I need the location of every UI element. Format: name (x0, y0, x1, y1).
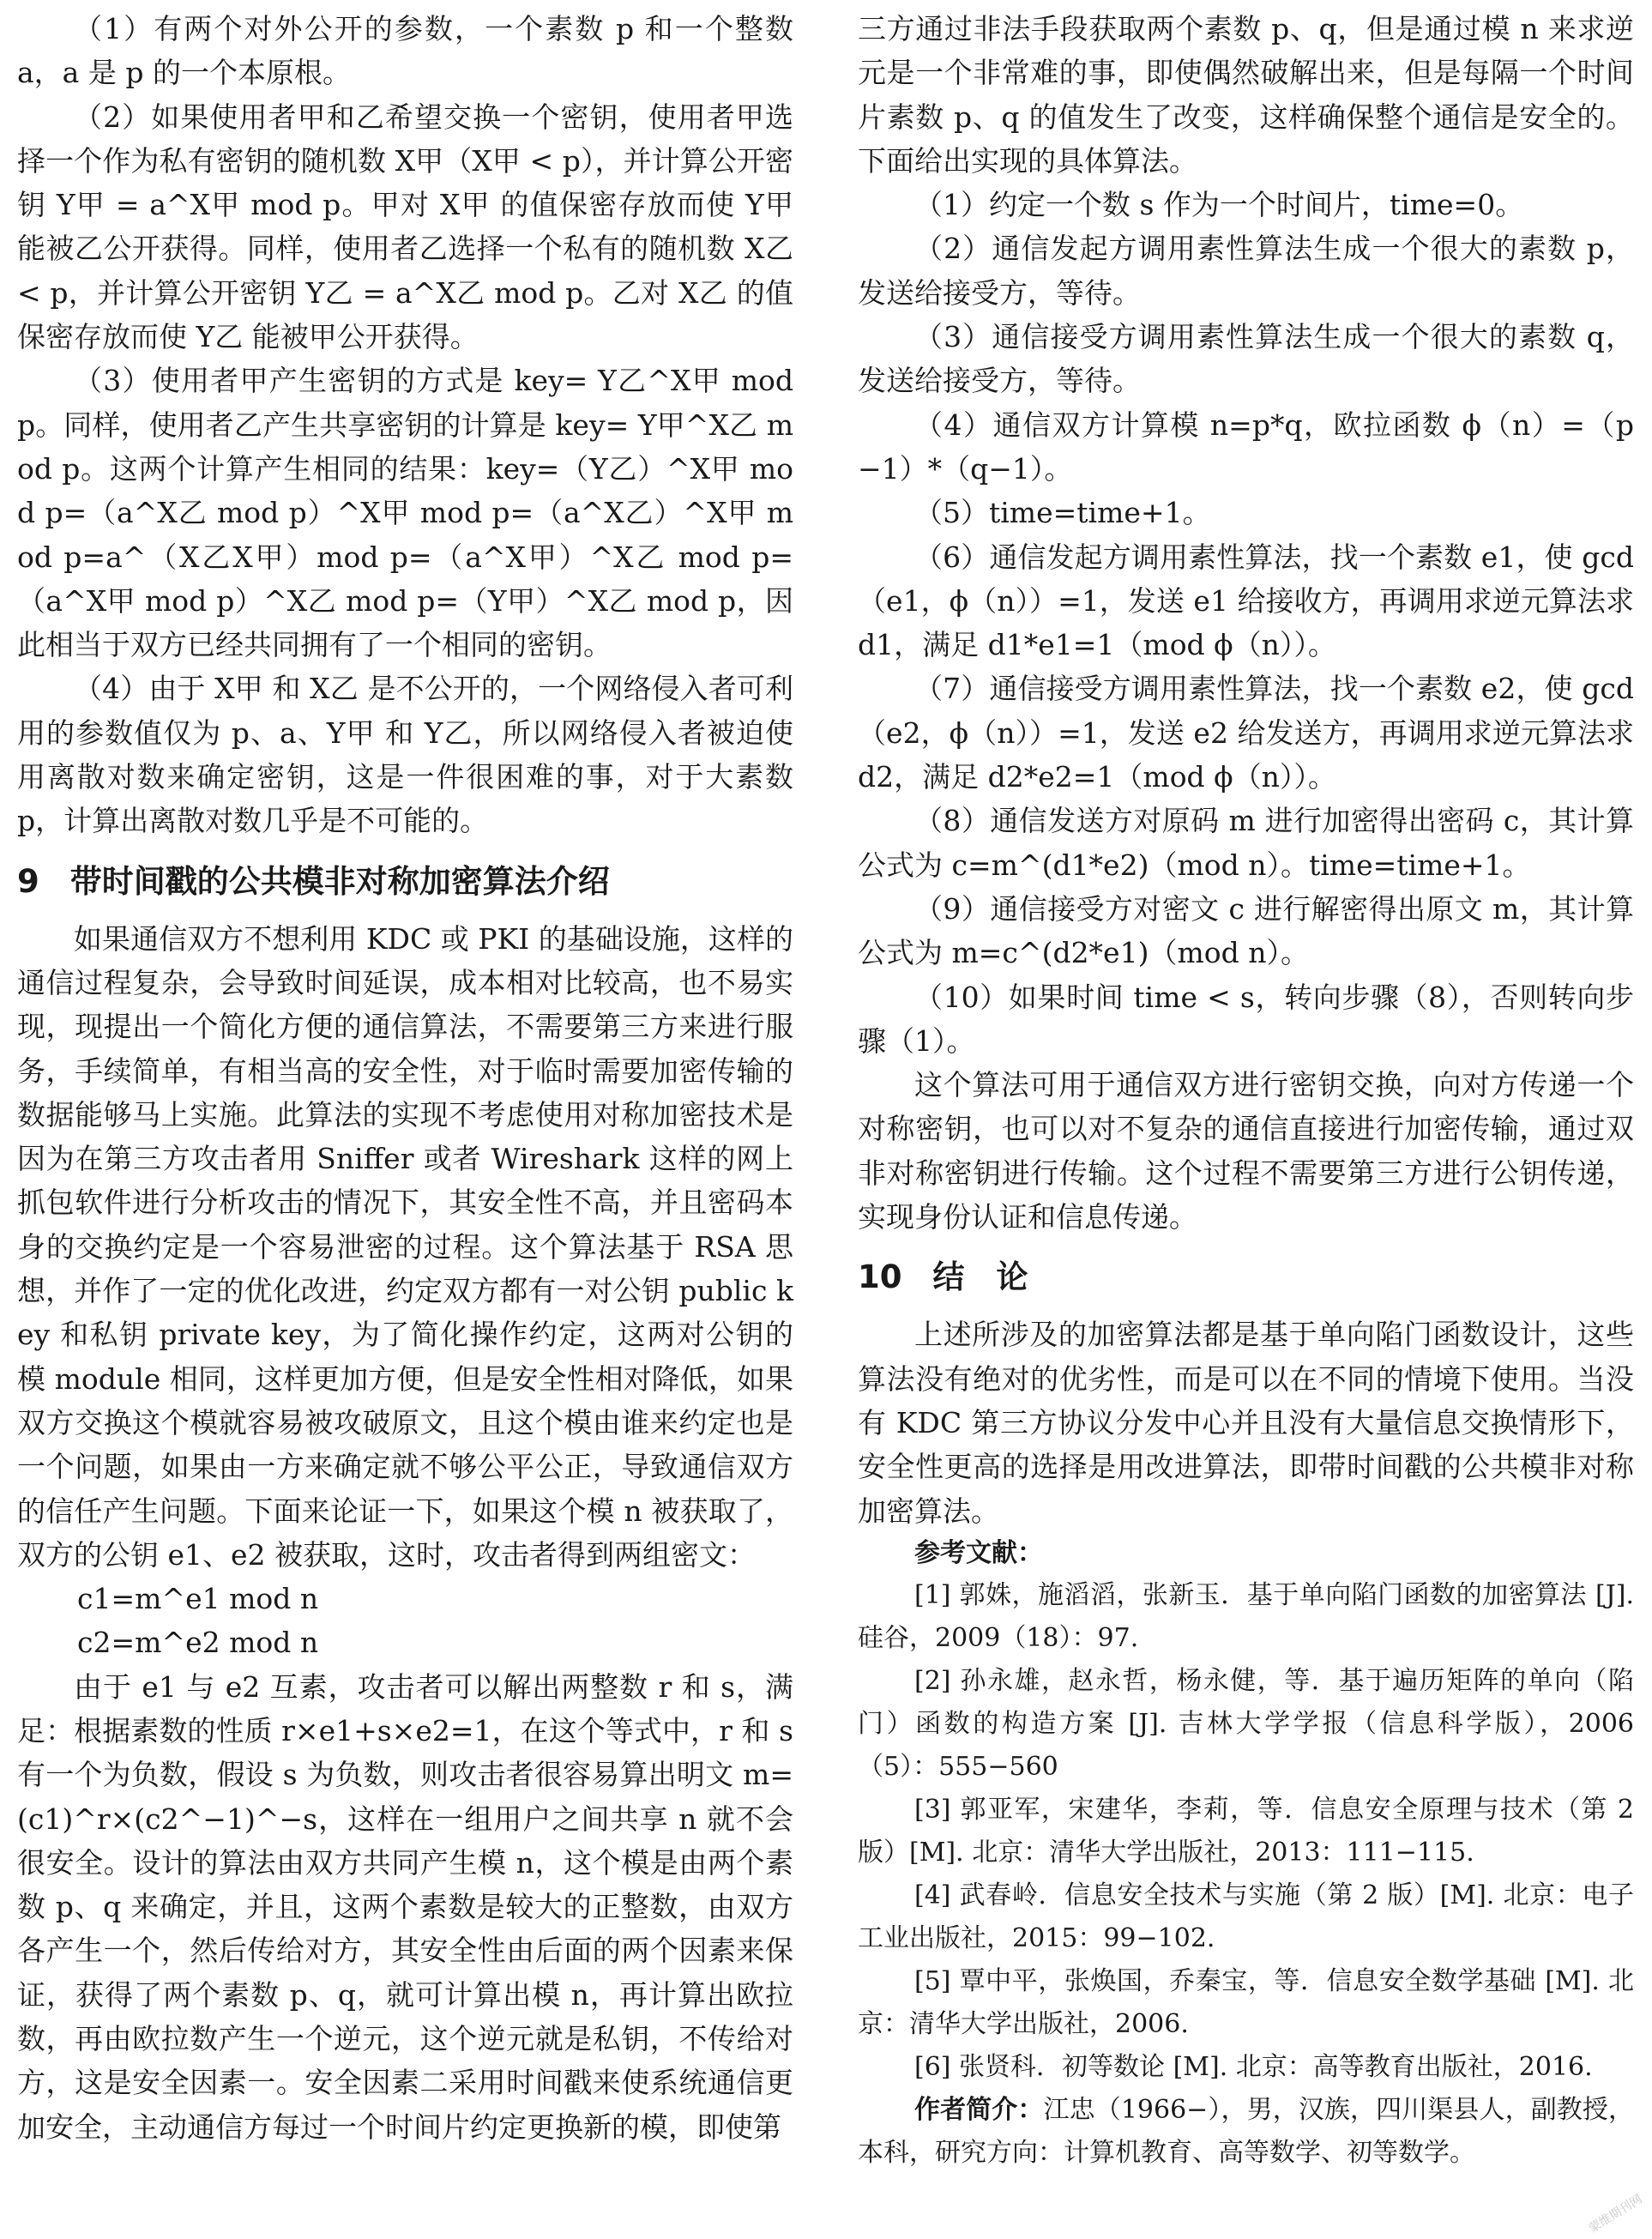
references-title: 参考文献： (914, 1537, 1043, 1568)
reference-item: [5] 覃中平，张焕国，乔秦宝，等．信息安全数学基础 [M]. 北京：清华大学出版社，2006. (858, 1965, 1634, 2039)
intro-item-2: （2）如果使用者甲和乙希望交换一个密钥，使用者甲选择一个作为私有密钥的随机数 X甲（X甲 < p），并计算公开密钥 Y甲 = a^X甲 mod p。甲对 X甲 的值保密存放而使 Y甲 能被乙公开获得。同样，使用者乙选择一个私有的随机数 X乙 < p，并计算公开密钥 Y乙 = a^X乙 mod p。乙对 X乙 的值保密存放而使 Y乙 能被甲公开获得。 (17, 100, 793, 354)
left-column (17, 7, 793, 2149)
author-bio-text: 江忠（1966−），男，汉族，四川渠县人，副教授，本科，研究方向：计算机教育、高等数学、初等数学。 (858, 2094, 1635, 2168)
algorithm-step-6: （6）通信发起方调用素性算法，找一个素数 e1，使 gcd（e1，ϕ（n））=1，发送 e1 给接收方，再调用求逆元算法求 d1，满足 d1*e1=1（mod ϕ（n））。 (858, 540, 1634, 662)
intro-item-1: （1）有两个对外公开的参数，一个素数 p 和一个整数 a，a 是 p 的一个本原根。 (17, 12, 793, 90)
watermark: 蒙维期刊网 (1586, 2192, 1645, 2236)
intro-item-3: （3）使用者甲产生密钥的方式是 key= Y乙^X甲 mod p。同样，使用者乙产生共享密钥的计算是 key= Y甲^X乙 mod p。这两个计算产生相同的结果：key=（Y乙）^X甲 mod p=（a^X乙 mod p）^X甲 mod p=（a^X乙）^X甲 mod p=a^（X乙X甲）mod p=（a^X甲）^X乙 mod p=（a^X甲 mod p）^X乙 mod p=（Y甲）^X乙 mod p，因此相当于双方已经共同拥有了一个相同的密钥。 (17, 364, 793, 662)
algorithm-step-5: （5）time=time+1。 (914, 496, 1211, 530)
formula-c2: c2=m^e2 mod n (77, 1626, 319, 1660)
right-column (858, 7, 1634, 2175)
algorithm-step-1: （1）约定一个数 s 作为一个时间片，time=0。 (914, 188, 1524, 222)
section-9-heading (17, 852, 793, 912)
section-9-paragraph-2: 由于 e1 与 e2 互素，攻击者可以解出两整数 r 和 s，满足：根据素数的性质 r×e1+s×e2=1，在这个等式中，r 和 s 有一个为负数，假设 s 为负数，则攻击者很容易算出明文 m=(c1)^r×(c2^−1)^−s，这样在一组用户之间共享 n 就不会很安全。设计的算法由双方共同产生模 n，这个模是由两个素数 p、q 来确定，并且，这两个素数是较大的正整数，由双方各产生一个，然后传给对方，其安全性由后面的两个因素来保证，获得了两个素数 p、q，就可计算出模 n，再计算出欧拉数，再由欧拉数产生一个逆元，这个逆元就是私钥，不传给对方，这是安全因素一。安全因素二采用时间戳来使系统通信更加安全，主动通信方每过一个时间片约定更换新的模，即使第 (17, 1669, 793, 2144)
algorithm-step-2: （2）通信发起方调用素性算法生成一个很大的素数 p，发送给接受方，等待。 (858, 232, 1634, 310)
algorithm-step-9: （9）通信接受方对密文 c 进行解密得出原文 m，其计算公式为 m=c^(d2*e1)（mod n）。 (858, 891, 1634, 970)
continued-paragraph: 三方通过非法手段获取两个素数 p、q，但是通过模 n 来求逆元是一个非常难的事，即使偶然破解出来，但是每隔一个时间片素数 p、q 的值发生了改变，这样确保整个通信是安全的。下面给出实现的具体算法。 (858, 12, 1634, 178)
formula-c1: c1=m^e1 mod n (77, 1582, 319, 1616)
reference-item: [4] 武春岭．信息安全技术与实施（第 2 版）[M]. 北京：电子工业出版社，2015：99−102. (858, 1880, 1634, 1953)
section-10-title: 结 论 (932, 1258, 1028, 1296)
conclusion-paragraph: 上述所涉及的加密算法都是基于单向陷门函数设计，这些算法没有绝对的优劣性，而是可以在不同的情境下使用。当没有 KDC 第三方协议分发中心并且没有大量信息交换情形下，安全性更高的选择是用改进算法，即带时间戳的公共模非对称加密算法。 (858, 1318, 1634, 1528)
reference-item: [3] 郭亚军，宋建华，李莉，等．信息安全原理与技术（第 2 版）[M]. 北京：清华大学出版社，2013：111−115. (858, 1794, 1634, 1868)
section-9-number: 9 (17, 862, 39, 900)
algorithm-step-7: （7）通信接受方调用素性算法，找一个素数 e2，使 gcd（e2，ϕ（n））=1，发送 e2 给发送方，再调用求逆元算法求 d2，满足 d2*e2=1（mod ϕ（n））。 (858, 672, 1634, 794)
section-9-title: 带时间戳的公共模非对称加密算法介绍 (69, 862, 610, 900)
intro-item-4: （4）由于 X甲 和 X乙 是不公开的，一个网络侵入者可利用的参数值仅为 p、a、Y甲 和 Y乙，所以网络侵入者被迫使用离散对数来确定密钥，这是一件很困难的事，对于大素数 p，计算出离散对数几乎是不可能的。 (17, 672, 793, 838)
reference-item: [2] 孙永雄，赵永哲，杨永健，等．基于遍历矩阵的单向（陷门）函数的构造方案 [J]. 吉林大学学报（信息科学版），2006（5）：555−560 (858, 1665, 1634, 1782)
reference-item: [1] 郭姝，施滔滔，张新玉．基于单向陷门函数的加密算法 [J]. 硅谷，2009（18）：97. (858, 1579, 1634, 1653)
reference-item: [6] 张贤科．初等数论 [M]. 北京：高等教育出版社，2016. (914, 2051, 1593, 2082)
algorithm-step-8: （8）通信发送方对原码 m 进行加密得出密码 c，其计算公式为 c=m^(d1*e2)（mod n）。time=time+1。 (858, 804, 1634, 882)
author-bio (858, 2089, 1634, 2175)
algorithm-step-10: （10）如果时间 time < s，转向步骤（8），否则转向步骤（1）。 (858, 980, 1634, 1058)
section-9-paragraph-1: 如果通信双方不想利用 KDC 或 PKI 的基础设施，这样的通信过程复杂，会导致时间延误，成本相对比较高，也不易实现，现提出一个简化方便的通信算法，不需要第三方来进行服务，手续简单，有相当高的安全性，对于临时需要加密传输的数据能够马上实施。此算法的实现不考虑使用对称加密技术是因为在第三方攻击者用 Sniffer 或者 Wireshark 这样的网上抓包软件进行分析攻击的情况下，其安全性不高，并且密码本身的交换约定是一个容易泄密的过程。这个算法基于 RSA 思想，并作了一定的优化改进，约定双方都有一对公钥 public key 和私钥 private key，为了简化操作约定，这两对公钥的模 module 相同，这样更加方便，但是安全性相对降低，如果双方交换这个模就容易被攻破原文，且这个模由谁来约定也是一个问题，如果由一方来确定就不够公平公正，导致通信双方的信任产生问题。下面来论证一下，如果这个模 n 被获取了，双方的公钥 e1、e2 被获取，这时，攻击者得到两组密文： (17, 921, 793, 1572)
summary-paragraph: 这个算法可用于通信双方进行密钥交换，向对方传递一个对称密钥，也可以对不复杂的通信直接进行加密传输，通过双非对称密钥进行传输。这个过程不需要第三方进行公钥传递，实现身份认证和信息传递。 (858, 1068, 1634, 1234)
author-bio-label: 作者简介： (914, 2094, 1044, 2125)
algorithm-step-3: （3）通信接受方调用素性算法生成一个很大的素数 q，发送给接受方，等待。 (858, 320, 1634, 398)
section-10-number: 10 (858, 1258, 902, 1296)
algorithm-step-4: （4）通信双方计算模 n=p*q，欧拉函数 ϕ（n）=（p−1）*（q−1）。 (858, 407, 1634, 486)
section-10-heading (858, 1247, 1634, 1307)
